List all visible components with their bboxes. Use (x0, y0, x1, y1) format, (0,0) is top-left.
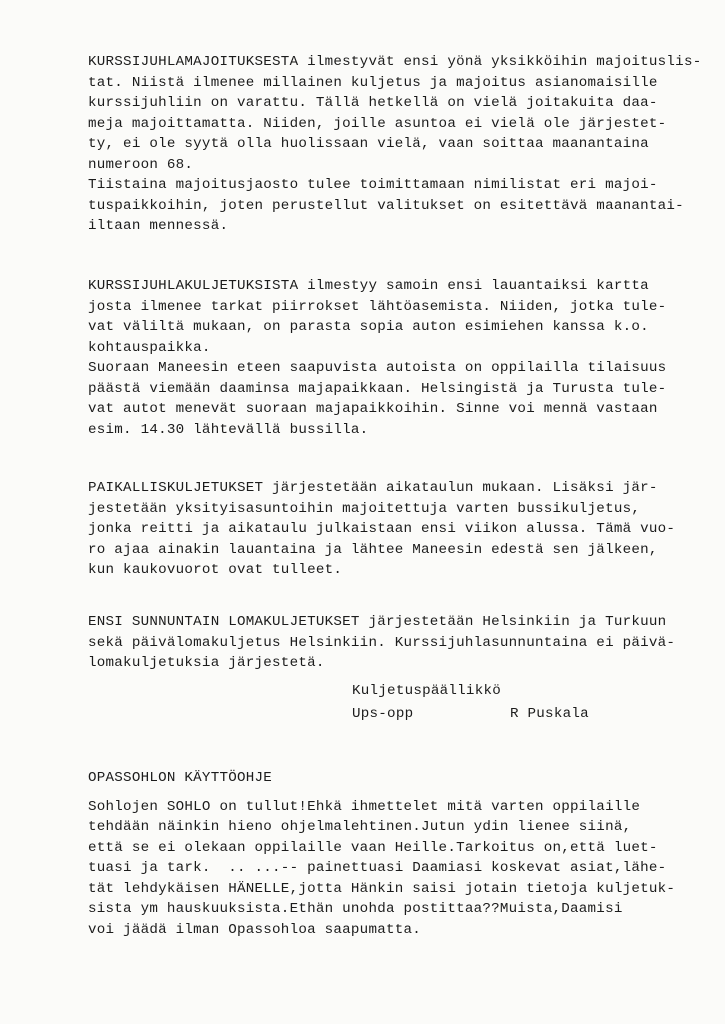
text-line: KURSSIJUHLAKULJETUKSISTA ilmestyy samoin ensi lauantaiksi kartta (88, 278, 649, 294)
text-line: että se ei olekaan oppilaille vaan Heille.Tarkoitus on,että luet- (88, 839, 658, 856)
section-heading: OPASSOHLON KÄYTTÖOHJE (88, 770, 273, 786)
text-line: ro ajaa ainakin lauantaina ja lähtee Maneesin edestä sen jälkeen, (88, 541, 658, 558)
text-line: jonka reitti ja aikataulu julkaistaan ensi viikon alussa. Tämä vuo- (88, 521, 676, 537)
text-line: tehdään näinkin hieno ohjelmalehtinen.Jutun ydin lienee siinä, (88, 819, 632, 835)
transport-paragraph (88, 276, 708, 440)
text-line: ty, ei ole syytä olla huolissaan vielä, vaan soittaa maanantaina (88, 136, 649, 152)
text-line: ENSI SUNNUNTAIN LOMAKULJETUKSET järjestetään Helsinkiin ja Turkuun (88, 614, 667, 630)
text-line: PAIKALLISKULJETUKSET järjestetään aikataulun mukaan. Lisäksi jär- (88, 480, 658, 496)
leave-transport-paragraph (88, 612, 708, 674)
text-line: meja majoittamatta. Niiden, joille asuntoa ei vielä ole järjestet- (88, 115, 667, 132)
text-line: kun kaukovuorot ovat tulleet. (88, 562, 343, 578)
text-line: voi jäädä ilman Opassohloa saapumatta. (88, 921, 422, 938)
text-line: numeroon 68. (88, 156, 194, 173)
text-line: iltaan mennessä. (88, 218, 229, 234)
local-transport-paragraph (88, 478, 708, 581)
text-line: Sohlojen SOHLO on tullut!Ehkä ihmettelet mitä varten oppilaille (88, 798, 641, 815)
text-line: tat. Niistä ilmenee millainen kuljetus ja majoitus asianomaisille (88, 74, 658, 91)
signature-name: R Puskala (510, 706, 589, 722)
text-line: kurssijuhliin on varattu. Tällä hetkellä on vielä joitakuita daa- (88, 95, 658, 111)
text-line: KURSSIJUHLAMAJOITUKSESTA ilmestyvät ensi yönä yksikköihin majoituslis- (88, 54, 702, 70)
text-line: vat väliltä mukaan, on parasta sopia auton esimiehen kanssa k.o. (88, 319, 649, 335)
text-line: Tiistaina majoitusjaosto tulee toimittamaan nimilistat eri majoi- (88, 177, 658, 193)
text-line: Suoraan Maneesin eteen saapuvista autoista on oppilailla tilaisuus (88, 360, 667, 376)
text-line: lomakuljetuksia järjestetä. (88, 655, 325, 671)
text-line: jestetään yksityisasuntoihin majoitettuja varten bussikuljetus, (88, 500, 641, 517)
opassohlo-section (88, 768, 708, 940)
text-line: sista ym hauskuuksista.Ethän unohda postittaa??Muista,Daamisi (88, 901, 623, 917)
signature-rank: Ups-opp (352, 706, 414, 722)
text-line: josta ilmenee tarkat piirrokset lähtöasemista. Niiden, jotka tule- (88, 298, 667, 315)
text-line: tuasi ja tark. .. ...-- painettuasi Daamiasi koskevat asiat,lähe- (88, 860, 667, 876)
text-line: sekä päivälomakuljetus Helsinkiin. Kurssijuhlasunnuntaina ei päivä- (88, 634, 676, 651)
text-line: tät lehdykäisen HÄNELLE,jotta Hänkin saisi jotain tietoja kuljetuk- (88, 880, 676, 897)
accommodation-paragraph (88, 52, 708, 237)
text-line: esim. 14.30 lähtevällä bussilla. (88, 421, 369, 438)
text-line: päästä viemään daaminsa majapaikkaan. Helsingistä ja Turusta tule- (88, 380, 667, 397)
text-line: tuspaikkoihin, joten perustellut valitukset on esitettävä maanantai- (88, 197, 684, 214)
text-line: vat autot menevät suoraan majapaikkoihin. Sinne voi mennä vastaan (88, 401, 658, 417)
signature-title: Kuljetuspäällikkö (352, 683, 501, 699)
text-line: kohtauspaikka. (88, 339, 211, 356)
